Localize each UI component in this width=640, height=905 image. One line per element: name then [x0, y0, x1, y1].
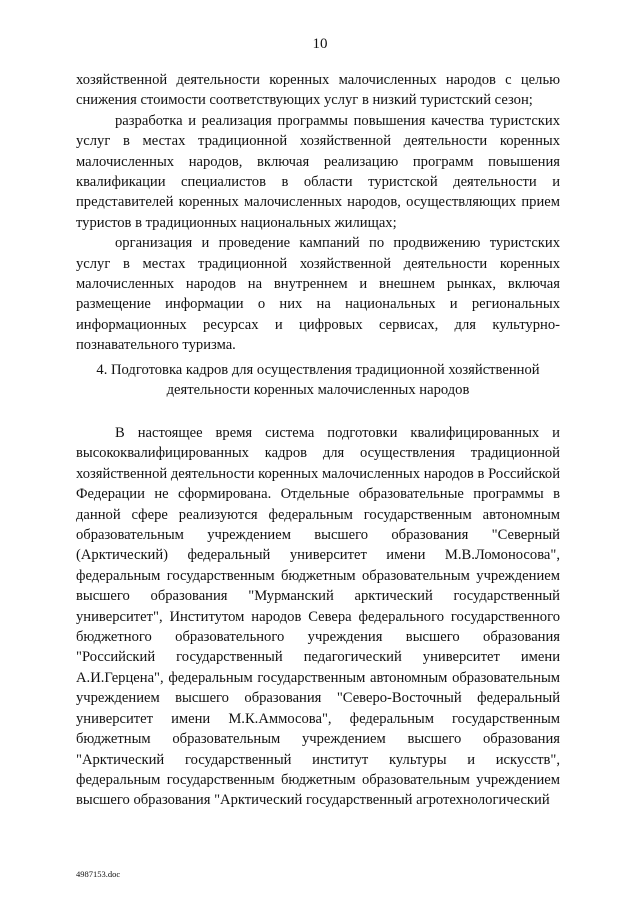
paragraph-section-4-intro: В настоящее время система подготовки квалифицированных и высококвалифицированных кадров для осуществления традиционной хозяйственной деятельности коренных малочисленных народов в Российской Федерации не сформирована. Отдельные образовательные программы в данной сфере реализуются федеральным государственным автономным образовательным учреждением высшего образования "Северный (Арктический) федеральный университет имени М.В.Ломоносова", федеральным государственным бюджетным образовательным учреждением высшего образования "Мурманский арктический государственный университет", Институтом народов Севера федерального государственного бюджетного образовательного учреждения высшего образования "Российский государственный педагогический университет имени А.И.Герцена", федеральным государственным автономным образовательным учреждением высшего образования "Северо-Восточный федеральный университет имени М.К.Аммосова", федеральным государственным бюджетным образовательным учреждением высшего образования "Арктический государственный институт культуры и искусств", федеральным государственным бюджетным образовательным учреждением высшего образования "Арктический государственный агротехнологический: [76, 425, 560, 809]
section-heading-line-2: деятельности коренных малочисленных народов: [166, 382, 470, 399]
section-heading: [76, 360, 560, 401]
paragraphs-before-heading: [76, 70, 560, 356]
footer-file-name: 4987153.doc: [76, 869, 121, 879]
paragraphs-after-heading: [76, 423, 560, 811]
page-number: 10: [312, 36, 328, 52]
section-heading-line-1: 4. Подготовка кадров для осуществления традиционной хозяйственной: [96, 362, 540, 378]
paragraph-promotion-campaigns: организация и проведение кампаний по продвижению туристских услуг в местах традиционной хозяйственной деятельности коренных малочисленных народов на внутреннем и внешнем рынках, включая размещение информации о них на национальных и региональных информационных ресурсах и цифровых сервисах, для культурно-познавательного туризма.: [76, 235, 560, 354]
paragraph-training-program: разработка и реализация программы повышения качества туристских услуг в местах традиционной хозяйственной деятельности коренных малочисленных народов, включая реализацию программ повышения квалификации специалистов в области туристской деятельности и представителей коренных малочисленных народов, осуществляющих прием туристов в традиционных национальных жилищах;: [76, 112, 560, 231]
paragraph-continuation: хозяйственной деятельности коренных малочисленных народов с целью снижения стоимости соответствующих услуг в низкий туристский сезон;: [76, 72, 560, 109]
